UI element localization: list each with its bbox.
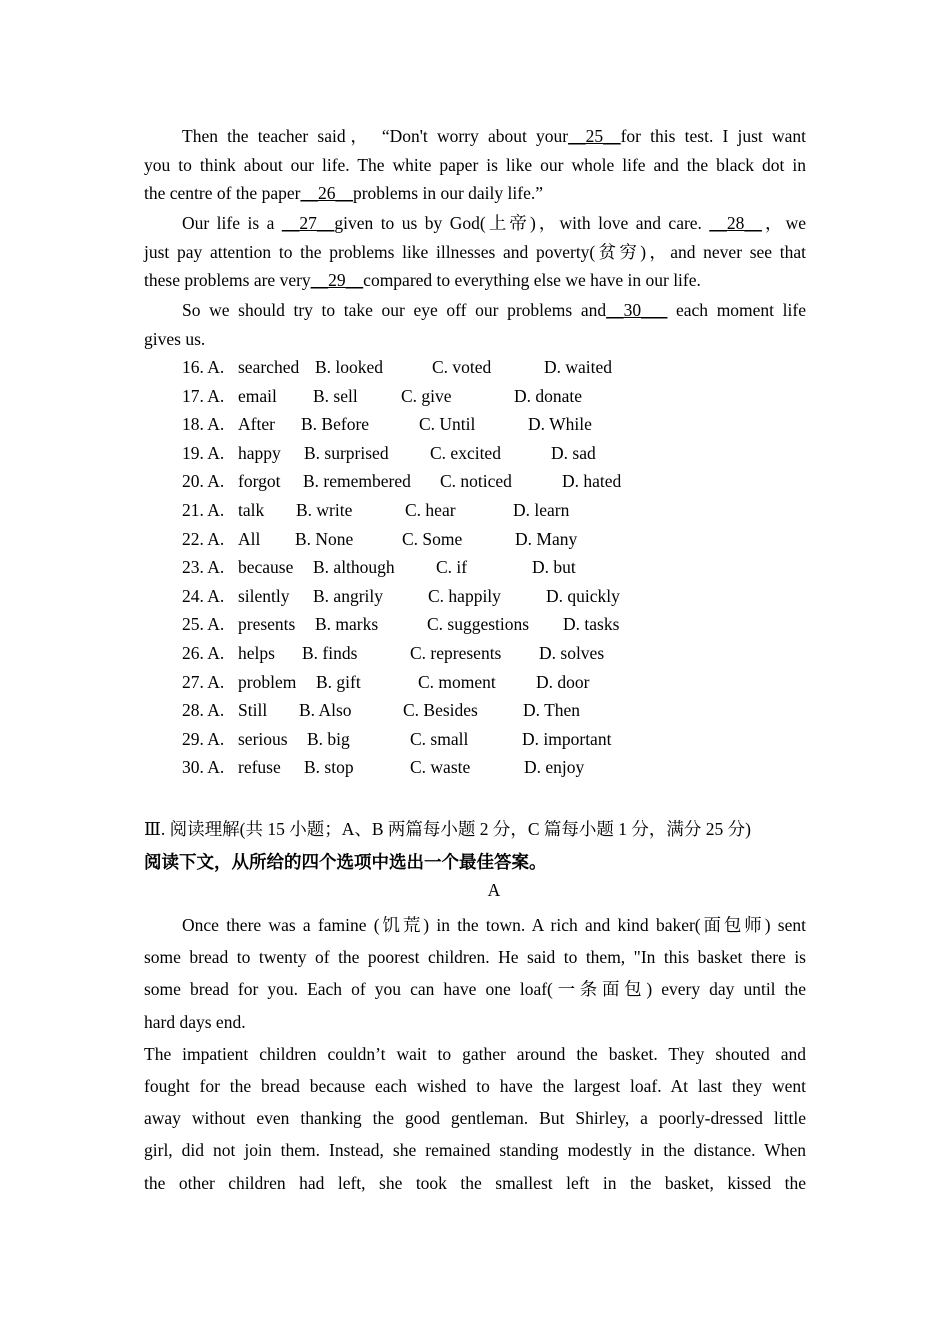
option-d: D. solves: [539, 642, 605, 663]
question-number: 21. A.: [182, 499, 225, 520]
option-row-20: [182, 467, 782, 496]
blank-number: 29: [328, 270, 346, 291]
question-number: 23. A.: [182, 557, 225, 578]
blank-28: __28__: [709, 213, 762, 233]
blank-number: 30: [623, 300, 642, 320]
option-a: serious: [238, 728, 288, 749]
text-run: each moment life: [667, 300, 806, 320]
option-row-27: [182, 668, 782, 697]
option-d: D. quickly: [546, 585, 620, 606]
option-row-29: [182, 725, 782, 754]
option-d: D. Many: [515, 528, 578, 549]
option-b: B. None: [295, 528, 354, 549]
question-number: 24. A.: [182, 585, 225, 606]
option-row-25: [182, 610, 782, 639]
question-number: 26. A.: [182, 642, 225, 663]
option-c: C. if: [436, 557, 468, 578]
option-a: refuse: [238, 757, 281, 778]
option-c: C. waste: [410, 757, 471, 778]
option-d: D. important: [522, 728, 612, 749]
option-b: B. sell: [313, 385, 358, 406]
option-b: B. surprised: [304, 442, 389, 463]
text-line: [144, 122, 806, 151]
option-c: C. Besides: [403, 700, 478, 721]
option-row-21: [182, 496, 782, 525]
blank-25: __25__: [568, 126, 621, 146]
option-row-19: [182, 439, 782, 468]
blank-30: __30___: [606, 300, 668, 320]
text-line: [144, 209, 806, 238]
option-b: B. marks: [315, 614, 379, 635]
text-line: just pay attention to the problems like illnesses and poverty(贫穷)，and never see that: [144, 241, 806, 262]
passage-line: hard days end.: [144, 1011, 246, 1032]
option-a: Still: [238, 700, 268, 721]
option-b: B. gift: [316, 671, 361, 692]
passage-line: girl, did not join them. Instead, she remained standing modestly in the distance. When: [144, 1140, 806, 1161]
option-b: B. looked: [315, 357, 384, 377]
option-d: D. While: [528, 414, 592, 435]
option-d: D. door: [536, 671, 590, 692]
question-number: 18. A.: [182, 414, 225, 435]
option-d: D. Then: [523, 700, 581, 721]
text-run: these problems are very: [144, 270, 311, 291]
question-number: 16. A.: [182, 357, 225, 377]
blank-number: 27: [299, 213, 317, 233]
option-d: D. sad: [551, 442, 596, 463]
text-run: given to us by God(上帝)，with love and care.: [334, 213, 710, 233]
option-row-24: [182, 582, 782, 611]
question-number: 30. A.: [182, 757, 225, 778]
option-row-18: [182, 410, 782, 439]
option-a: because: [238, 557, 294, 578]
text-run: Then the teacher said， “Don't worry about your: [182, 126, 569, 146]
question-number: 17. A.: [182, 385, 225, 406]
option-c: C. voted: [432, 357, 492, 377]
passage-line: The impatient children couldn’t wait to gather around the basket. They shouted and: [144, 1043, 806, 1064]
option-row-17: [182, 382, 782, 411]
option-b: B. write: [296, 499, 353, 520]
option-row-23: [182, 553, 782, 582]
question-number: 27. A.: [182, 671, 225, 692]
question-number: 25. A.: [182, 614, 225, 635]
option-row-26: [182, 639, 782, 668]
option-d: D. donate: [514, 385, 583, 406]
question-number: 19. A.: [182, 442, 225, 463]
question-number: 29. A.: [182, 728, 225, 749]
option-a: presents: [238, 614, 296, 635]
option-a: searched: [238, 357, 300, 377]
blank-number: 28: [726, 213, 745, 233]
option-c: C. small: [410, 728, 469, 749]
option-b: B. although: [313, 557, 395, 578]
option-c: C. Until: [419, 414, 476, 435]
option-c: C. suggestions: [427, 614, 530, 635]
option-b: B. Before: [301, 414, 370, 435]
cloze-paragraph-1: [144, 122, 806, 208]
passage-line: Once there was a famine (饥荒) in the town. A rich and kind baker(面包师) sent: [182, 915, 806, 935]
question-number: 20. A.: [182, 471, 225, 492]
option-a: talk: [238, 499, 265, 520]
option-c: C. Some: [402, 528, 463, 549]
option-a: forgot: [238, 471, 281, 492]
text-run: ，we: [761, 213, 806, 233]
option-b: B. big: [307, 728, 350, 749]
passage-line: some bread to twenty of the poorest children. He said to them, "In this basket there is: [144, 947, 806, 968]
blank-27: __27__: [281, 213, 335, 233]
option-row-22: [182, 525, 782, 554]
reading-passage: [144, 909, 806, 1199]
option-c: C. hear: [405, 499, 456, 520]
option-a: After: [238, 414, 275, 435]
text-run: for this test. I just want: [620, 126, 806, 146]
cloze-paragraph-3: [144, 296, 806, 353]
option-b: B. angrily: [313, 585, 383, 606]
text-run: compared to everything else we have in our life.: [363, 270, 701, 291]
blank-29: __29__: [310, 270, 364, 291]
text-line: [144, 266, 806, 295]
text-line: [144, 296, 806, 325]
option-a: All: [238, 528, 261, 549]
question-number: 28. A.: [182, 700, 225, 721]
option-d: D. but: [532, 557, 576, 578]
option-c: C. give: [401, 385, 452, 406]
option-d: D. hated: [562, 471, 622, 492]
passage-line: away without even thanking the good gentleman. But Shirley, a poorly-dressed little: [144, 1108, 806, 1129]
question-number: 22. A.: [182, 528, 225, 549]
option-b: B. finds: [302, 642, 358, 663]
option-a: silently: [238, 585, 290, 606]
option-a: happy: [238, 442, 281, 463]
text-line: you to think about our life. The white paper is like our whole life and the black dot in: [144, 154, 806, 175]
passage-label: A: [487, 880, 501, 900]
option-c: C. excited: [430, 442, 501, 463]
option-row-16: [182, 353, 782, 382]
option-c: C. moment: [418, 671, 496, 692]
option-d: D. waited: [544, 357, 613, 377]
blank-number: 26: [317, 183, 336, 204]
text-run: the centre of the paper: [144, 183, 301, 204]
section-instruction: 阅读下文，从所给的四个选项中选出一个最佳答案。: [144, 852, 547, 872]
blank-number: 25: [585, 126, 604, 146]
option-b: B. remembered: [303, 471, 411, 492]
option-c: C. noticed: [440, 471, 512, 492]
text-run: problems in our daily life.”: [352, 183, 543, 204]
passage-line: fought for the bread because each wished to have the largest loaf. At last they went: [144, 1076, 806, 1097]
option-c: C. happily: [428, 585, 501, 606]
option-row-30: [182, 753, 782, 782]
text-line: gives us.: [144, 328, 206, 349]
option-row-28: [182, 696, 782, 725]
text-line: [144, 179, 806, 208]
text-run: So we should try to take our eye off our problems and: [182, 300, 607, 320]
options-list: [182, 353, 782, 782]
option-b: B. Also: [299, 700, 352, 721]
option-a: helps: [238, 642, 275, 663]
option-a: email: [238, 385, 277, 406]
option-a: problem: [238, 671, 297, 692]
text-run: Our life is a: [182, 213, 282, 233]
option-d: D. learn: [513, 499, 570, 520]
section-heading: Ⅲ. 阅读理解(共 15 小题；A、B 两篇每小题 2 分，C 篇每小题 1 分，满分 25 分): [144, 819, 752, 839]
cloze-paragraph-2: [144, 209, 806, 295]
blank-26: __26__: [300, 183, 353, 204]
passage-line: some bread for you. Each of you can have one loaf(一条面包) every day until the: [144, 979, 806, 1000]
option-d: D. tasks: [563, 614, 620, 635]
option-d: D. enjoy: [524, 757, 585, 778]
option-c: C. represents: [410, 642, 502, 663]
passage-line: the other children had left, she took the smallest left in the basket, kissed the: [144, 1172, 806, 1193]
option-b: B. stop: [304, 757, 354, 778]
